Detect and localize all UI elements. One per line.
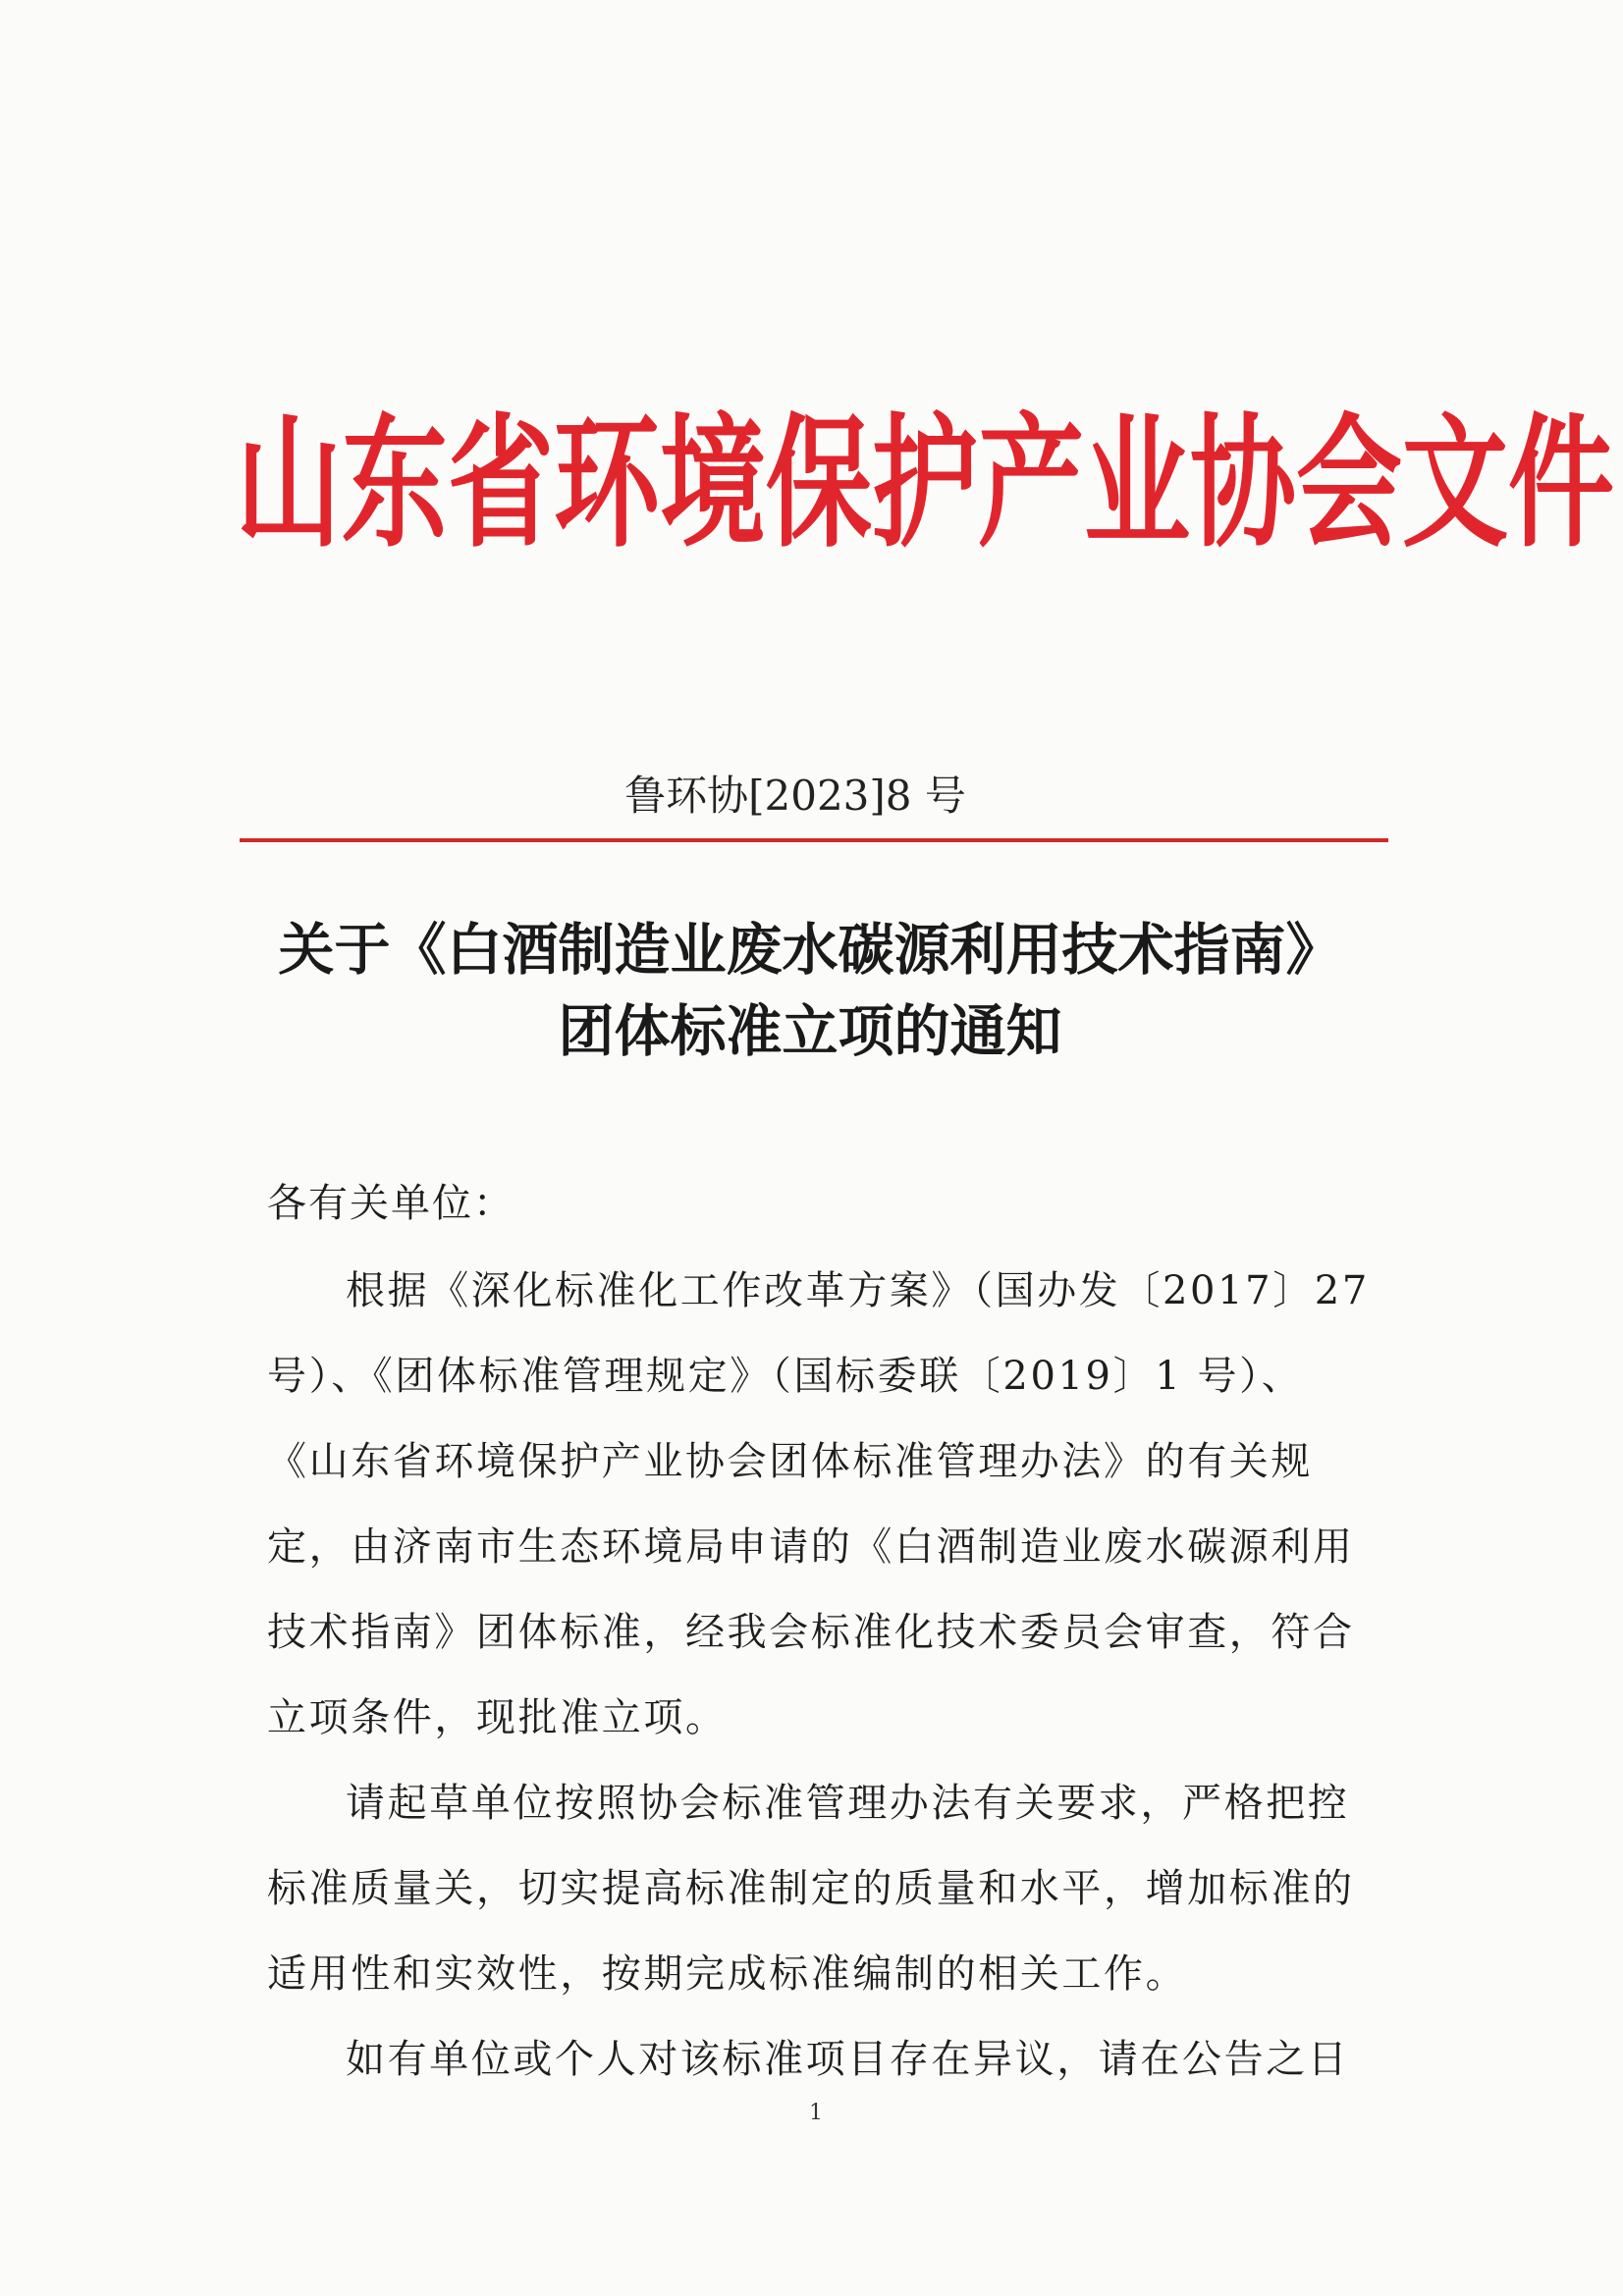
paragraph-1-line-4: 定，由济南市生态环境局申请的《白酒制造业废水碳源利用: [267, 1524, 1355, 1570]
paragraph-1-line-3: 《山东省环境保护产业协会团体标准管理办法》的有关规: [267, 1439, 1313, 1484]
paragraph-2-line-3: 适用性和实效性，按期完成标准编制的相关工作。: [267, 1951, 1188, 1997]
masthead-title: 山东省环境保护产业协会文件: [236, 400, 1615, 567]
page-number: 1: [809, 2101, 823, 2125]
notice-title-line-2: 团体标准立项的通知: [558, 998, 1062, 1064]
notice-title-line-1: 关于《白酒制造业废水碳源利用技术指南》: [278, 917, 1342, 983]
red-divider-line: [240, 838, 1388, 842]
paragraph-1-line-5: 技术指南》团体标准，经我会标准化技术委员会审查，符合: [267, 1610, 1355, 1655]
paragraph-1-line-6: 立项条件，现批准立项。: [267, 1695, 728, 1740]
paragraph-1-line-1: 根据《深化标准化工作改革方案》（国办发〔2017〕27: [346, 1268, 1370, 1313]
paragraph-3-line-1: 如有单位或个人对该标准项目存在异议，请在公告之日: [346, 2037, 1350, 2082]
salutation: 各有关单位：: [267, 1181, 514, 1226]
document-number: 鲁环协[2023]8 号: [624, 772, 966, 820]
paragraph-1-line-2: 号）、《团体标准管理规定》（国标委联〔2019〕1 号）、: [267, 1354, 1304, 1399]
paragraph-2-line-2: 标准质量关，切实提高标准制定的质量和水平，增加标准的: [267, 1866, 1355, 1911]
paragraph-2-line-1: 请起草单位按照协会标准管理办法有关要求，严格把控: [346, 1781, 1350, 1826]
